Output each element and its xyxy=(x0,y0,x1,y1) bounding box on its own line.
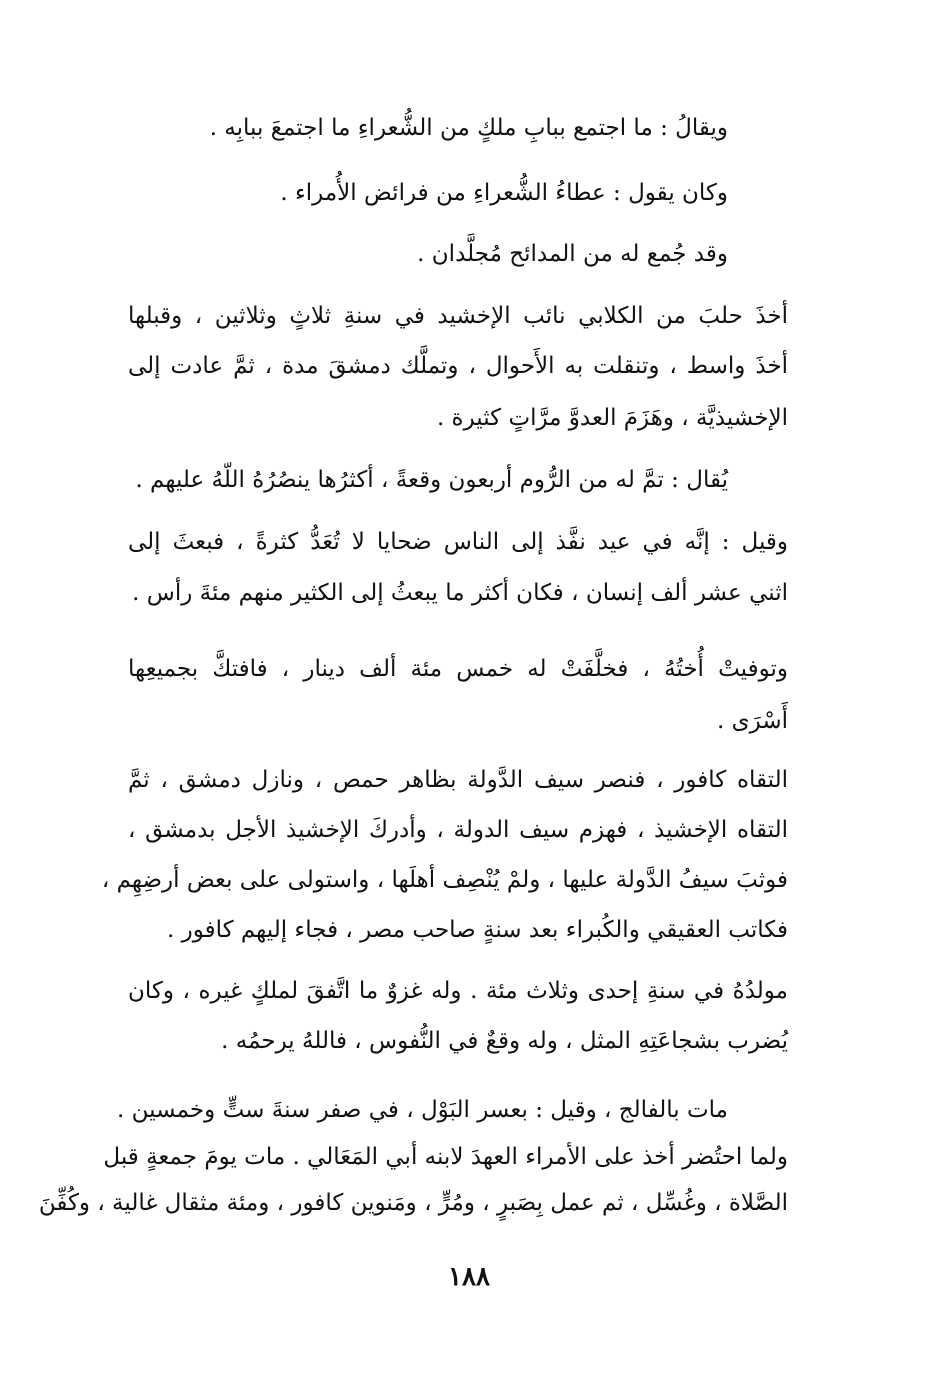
text-line: فكاتب العقيقي والكُبراء بعد سنةٍ صاحب مصر ، فجاء إليهم كافور . xyxy=(166,917,788,943)
text-line: ولما احتُضر أخذ على الأمراء العهدَ لابنه أبي المَعَالي . مات يومَ جمعةٍ قبل xyxy=(103,1144,788,1170)
page-number: ١٨٨ xyxy=(448,1262,490,1292)
text-line: وقيل : إنَّه في عيد نفَّذ إلى الناس ضحايا لا تُعَدُّ كثرةً ، فبعثَ إلى xyxy=(128,529,788,555)
text-line: الصَّلاة ، وغُسِّل ، ثم عمل بِصَبرٍ ، ومُرٍّ ، ومَنوين كافور ، ومئة مثقال غالية ، وكُفِّنَ xyxy=(38,1190,788,1216)
text-line: ويقالُ : ما اجتمع ببابِ ملكٍ من الشُّعراءِ ما اجتمعَ ببابِه . xyxy=(209,115,728,141)
text-line: يُقال : تمَّ له من الرُّوم أربعون وقعةً ، أكثرُها ينصُرُهُ اللّهُ عليهم . xyxy=(135,467,728,493)
text-line: الإخشيذيَّة ، وهَزَمَ العدوَّ مرَّاتٍ كثيرة . xyxy=(436,405,788,431)
text-line: وكان يقول : عطاءُ الشُّعراءِ من فرائض الأُمراء . xyxy=(280,180,728,206)
text-line: مولدُهُ في سنةِ إحدى وثلاث مئة . وله غزوٌ ما اتَّفقَ لملكٍ غيره ، وكان xyxy=(128,978,788,1004)
text-line: وقد جُمع له من المدائح مُجلَّدان . xyxy=(417,241,728,267)
text-line: التقاه الإخشيذ ، فهزم سيف الدولة ، وأدركَ الإخشيذ الأجل بدمشق ، xyxy=(128,817,788,843)
text-line: أخذَ واسط ، وتنقلت به الأَحوال ، وتملَّك دمشقَ مدة ، ثمَّ عادت إلى xyxy=(128,353,788,379)
text-line: مات بالفالج ، وقيل : بعسر البَوْل ، في صفر سنةَ ستٍّ وخمسين . xyxy=(117,1097,728,1123)
text-line: اثني عشر ألف إنسان ، فكان أكثر ما يبعثُ إلى الكثير منهم مئةَ رأس . xyxy=(132,580,788,606)
text-line: أخذَ حلبَ من الكلابي نائب الإخشيد في سنةِ ثلاثٍ وثلاثين ، وقبلها xyxy=(128,303,788,329)
text-line: يُضرب بشجاعَتِهِ المثل ، وله وقعٌ في النُّفوس ، فاللهُ يرحمُه . xyxy=(221,1028,788,1054)
text-line: أَسْرَى . xyxy=(717,708,788,734)
text-line: فوثبَ سيفُ الدَّولة عليها ، ولمْ يُنْصِف أهلَها ، واستولى على بعض أرضِهِم ، xyxy=(101,867,788,893)
text-line: وتوفيتْ أُختُهُ ، فخلَّفَتْ له خمس مئة ألف دينار ، فافتكَّ بجميعِها xyxy=(128,656,788,682)
text-line: التقاه كافور ، فنصر سيف الدَّولة بظاهر حمص ، ونازل دمشق ، ثمَّ xyxy=(128,767,788,793)
